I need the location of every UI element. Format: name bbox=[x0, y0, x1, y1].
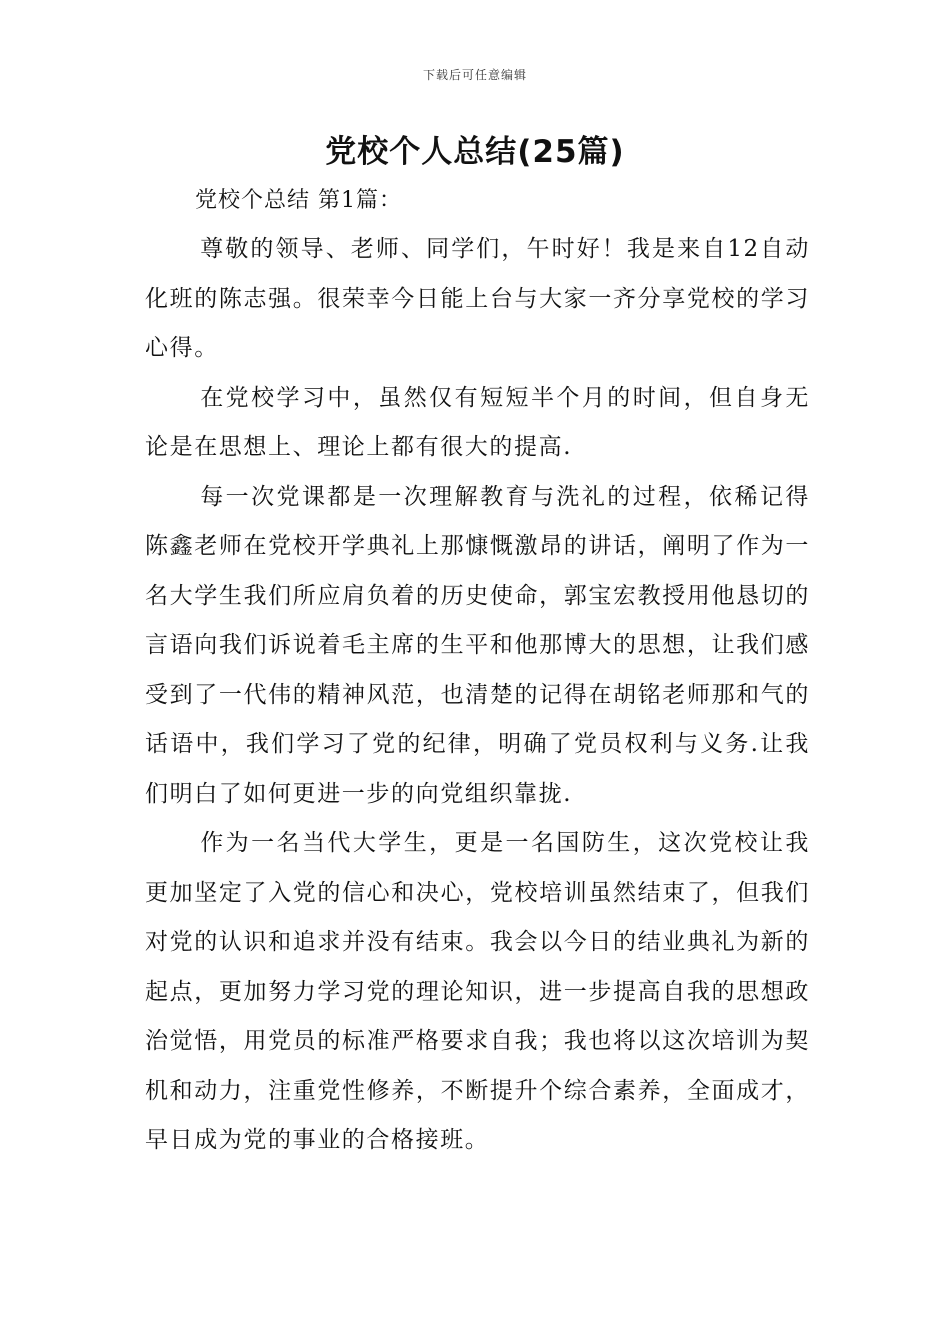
paragraph-2: 在党校学习中，虽然仅有短短半个月的时间，但自身无论是在思想上、理论上都有很大的提高. bbox=[145, 384, 810, 460]
paragraph-3: 每一次党课都是一次理解教育与洗礼的过程，依稀记得陈鑫老师在党校开学典礼上那慷慨激昂的讲话，阐明了作为一名大学生我们所应肩负着的历史使命，郭宝宏教授用他恳切的言语向我们诉说着毛主席的生平和他那博大的思想，让我们感受到了一代伟的精神风范，也清楚的记得在胡铭老师那和气的话语中，我们学习了党的纪律，明确了党员权利与义务.让我们明白了如何更进一步的向党组织靠拢. bbox=[145, 483, 810, 807]
paragraph-4: 作为一名当代大学生，更是一名国防生，这次党校让我更加坚定了入党的信心和决心，党校培训虽然结束了，但我们对党的认识和追求并没有结束。我会以今日的结业典礼为新的起点，更加努力学习党的理论知识，进一步提高自我的思想政治觉悟，用党员的标准严格要求自我；我也将以这次培训为契机和动力，注重党性修养，不断提升个综合素养，全面成才，早日成为党的事业的合格接班。 bbox=[145, 830, 810, 1153]
document-body bbox=[145, 225, 810, 1166]
section-heading: 党校个总结 第1篇： bbox=[195, 188, 402, 213]
document-title: 党校个人总结(25篇) bbox=[325, 134, 625, 170]
header-note: 下载后可任意编辑 bbox=[422, 68, 527, 82]
paragraph-1: 尊敬的领导、老师、同学们，午时好！我是来自12自动化班的陈志强。很荣幸今日能上台与大家一齐分享党校的学习心得。 bbox=[145, 236, 810, 361]
